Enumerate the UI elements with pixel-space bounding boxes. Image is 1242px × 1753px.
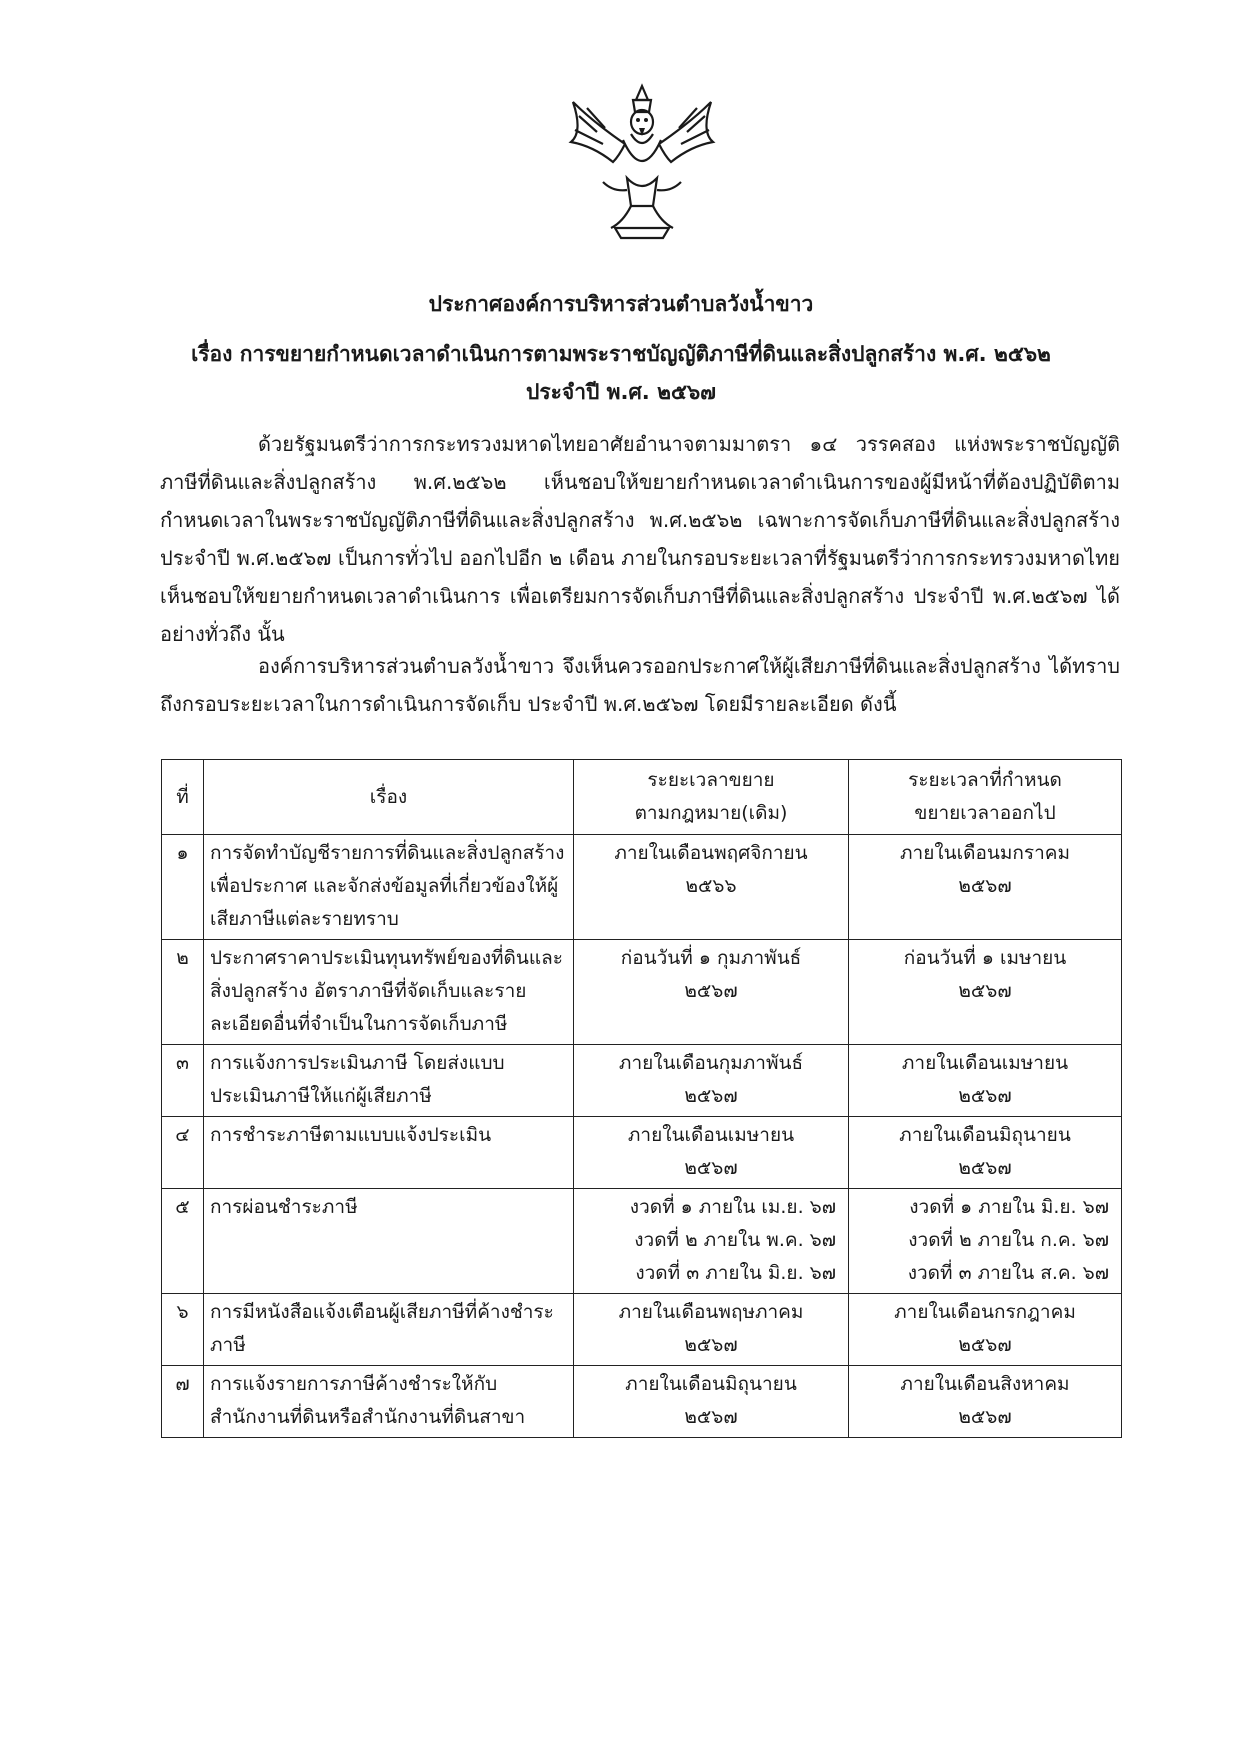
table-row <box>162 940 1122 1045</box>
row-subject: การแจ้งการประเมินภาษี โดยส่งแบบประเมินภาษีให้แก่ผู้เสียภาษี <box>204 1045 574 1117</box>
row-number: ๗ <box>162 1366 204 1438</box>
extended-period-line: ก่อนวันที่ ๑ เมษายน <box>903 947 1067 969</box>
table-row <box>162 1366 1122 1438</box>
schedule-table <box>161 759 1122 1438</box>
announcement-title: ประกาศองค์การบริหารส่วนตำบลวังน้ำขาว <box>428 292 814 316</box>
row-extended-period <box>849 1366 1122 1438</box>
original-period-line: ภายในเดือนเมษายน <box>627 1124 795 1146</box>
original-period-line: ภายในเดือนพฤศจิกายน <box>614 842 808 864</box>
row-original-installments <box>574 1189 849 1294</box>
original-period-year: ๒๕๖๗ <box>684 1406 738 1428</box>
header-original-period <box>574 760 849 835</box>
original-period-year: ๒๕๖๗ <box>684 980 738 1002</box>
table-row <box>162 1117 1122 1189</box>
row-extended-period <box>849 1045 1122 1117</box>
row-extended-period <box>849 940 1122 1045</box>
header-subject: เรื่อง <box>204 760 574 835</box>
row-original-period <box>574 1294 849 1366</box>
header-original-line1: ระยะเวลาขยาย <box>647 769 775 791</box>
extended-period-year: ๒๕๖๗ <box>958 1334 1012 1356</box>
row-subject: การชำระภาษีตามแบบแจ้งประเมิน <box>204 1117 574 1189</box>
row-subject: การจัดทำบัญชีรายการที่ดินและสิ่งปลูกสร้างเพื่อประกาศ และจักส่งข้อมูลที่เกี่ยวข้องให้ผู้เสียภาษีแต่ละรายทราบ <box>204 835 574 940</box>
row-extended-period <box>849 1117 1122 1189</box>
row-number: ๖ <box>162 1294 204 1366</box>
row-original-period <box>574 940 849 1045</box>
body-paragraph-1: ด้วยรัฐมนตรีว่าการกระทรวงมหาดไทยอาศัยอำนาจตามมาตรา ๑๔ วรรคสอง แห่งพระราชบัญญัติภาษีที่ดินและสิ่งปลูกสร้าง พ.ศ.๒๕๖๒ เห็นชอบให้ขยายกำหนดเวลาดำเนินการของผู้มีหน้าที่ต้องปฏิบัติตามกำหนดเวลาในพระราชบัญญัติภาษีที่ดินและสิ่งปลูกสร้าง พ.ศ.๒๕๖๒ เฉพาะการจัดเก็บภาษีที่ดินและสิ่งปลูกสร้าง ประจำปี พ.ศ.๒๕๖๗ เป็นการทั่วไป ออกไปอีก ๒ เดือน ภายในกรอบระยะเวลาที่รัฐมนตรีว่าการกระทรวงมหาดไทยเห็นชอบให้ขยายกำหนดเวลาดำเนินการ เพื่อเตรียมการจัดเก็บภาษีที่ดินและสิ่งปลูกสร้าง ประจำปี พ.ศ.๒๕๖๗ ได้อย่างทั่วถึง นั้น <box>160 432 1120 646</box>
installment-line: งวดที่ ๓ ภายใน ส.ค. ๖๗ <box>907 1262 1109 1284</box>
extended-period-line: ภายในเดือนสิงหาคม <box>900 1373 1070 1395</box>
extended-period-line: ภายในเดือนมกราคม <box>900 842 1070 864</box>
extended-period-year: ๒๕๖๗ <box>958 875 1012 897</box>
extended-period-year: ๒๕๖๗ <box>958 1406 1012 1428</box>
original-period-line: ภายในเดือนกุมภาพันธ์ <box>618 1052 804 1074</box>
header-no: ที่ <box>162 760 204 835</box>
extended-period-year: ๒๕๖๗ <box>958 1157 1012 1179</box>
row-extended-period <box>849 835 1122 940</box>
row-subject: การมีหนังสือแจ้งเตือนผู้เสียภาษีที่ค้างชำระภาษี <box>204 1294 574 1366</box>
row-original-period <box>574 1117 849 1189</box>
installment-line: งวดที่ ๑ ภายใน เม.ย. ๖๗ <box>629 1196 836 1218</box>
row-number: ๔ <box>162 1117 204 1189</box>
garuda-emblem-icon <box>553 82 731 244</box>
row-number: ๓ <box>162 1045 204 1117</box>
installment-line: งวดที่ ๓ ภายใน มิ.ย. ๖๗ <box>635 1262 836 1284</box>
installment-line: งวดที่ ๑ ภายใน มิ.ย. ๖๗ <box>909 1196 1109 1218</box>
original-period-line: ก่อนวันที่ ๑ กุมภาพันธ์ <box>620 947 802 969</box>
row-original-period <box>574 1045 849 1117</box>
original-period-year: ๒๕๖๖ <box>685 875 737 897</box>
announcement-subject: เรื่อง การขยายกำหนดเวลาดำเนินการตามพระราชบัญญัติภาษีที่ดินและสิ่งปลูกสร้าง พ.ศ. ๒๕๖๒ <box>191 342 1051 366</box>
header-original-line2: ตามกฎหมาย(เดิม) <box>634 802 788 824</box>
original-period-year: ๒๕๖๗ <box>684 1157 738 1179</box>
row-number: ๑ <box>162 835 204 940</box>
extended-period-line: ภายในเดือนมิถุนายน <box>899 1124 1071 1146</box>
table-row <box>162 1045 1122 1117</box>
table-row <box>162 835 1122 940</box>
row-subject: ประกาศราคาประเมินทุนทรัพย์ของที่ดินและสิ่งปลูกสร้าง อัตราภาษีที่จัดเก็บและรายละเอียดอื่นที่จำเป็นในการจัดเก็บภาษี <box>204 940 574 1045</box>
original-period-line: ภายในเดือนพฤษภาคม <box>618 1301 804 1323</box>
row-extended-period <box>849 1294 1122 1366</box>
row-extended-installments <box>849 1189 1122 1294</box>
row-number: ๕ <box>162 1189 204 1294</box>
announcement-year: ประจำปี พ.ศ. ๒๕๖๗ <box>526 380 716 404</box>
header-extended-period <box>849 760 1122 835</box>
header-extended-line1: ระยะเวลาที่กำหนด <box>908 769 1062 791</box>
extended-period-line: ภายในเดือนเมษายน <box>901 1052 1069 1074</box>
row-subject: การแจ้งรายการภาษีค้างชำระให้กับสำนักงานที่ดินหรือสำนักงานที่ดินสาขา <box>204 1366 574 1438</box>
original-period-year: ๒๕๖๗ <box>684 1334 738 1356</box>
row-subject: การผ่อนชำระภาษี <box>204 1189 574 1294</box>
row-original-period <box>574 1366 849 1438</box>
table-header-row <box>162 760 1122 835</box>
original-period-year: ๒๕๖๗ <box>684 1085 738 1107</box>
extended-period-year: ๒๕๖๗ <box>958 1085 1012 1107</box>
row-original-period <box>574 835 849 940</box>
table-row <box>162 1189 1122 1294</box>
header-extended-line2: ขยายเวลาออกไป <box>914 802 1056 824</box>
installment-line: งวดที่ ๒ ภายใน พ.ค. ๖๗ <box>634 1229 836 1251</box>
extended-period-line: ภายในเดือนกรกฎาคม <box>894 1301 1076 1323</box>
original-period-line: ภายในเดือนมิถุนายน <box>625 1373 797 1395</box>
extended-period-year: ๒๕๖๗ <box>958 980 1012 1002</box>
table-row <box>162 1294 1122 1366</box>
installment-line: งวดที่ ๒ ภายใน ก.ค. ๖๗ <box>908 1229 1109 1251</box>
row-number: ๒ <box>162 940 204 1045</box>
body-paragraph-2: องค์การบริหารส่วนตำบลวังน้ำขาว จึงเห็นควรออกประกาศให้ผู้เสียภาษีที่ดินและสิ่งปลูกสร้าง ได้ทราบถึงกรอบระยะเวลาในการดำเนินการจัดเก็บ ประจำปี พ.ศ.๒๕๖๗ โดยมีรายละเอียด ดังนี้ <box>160 654 1120 716</box>
